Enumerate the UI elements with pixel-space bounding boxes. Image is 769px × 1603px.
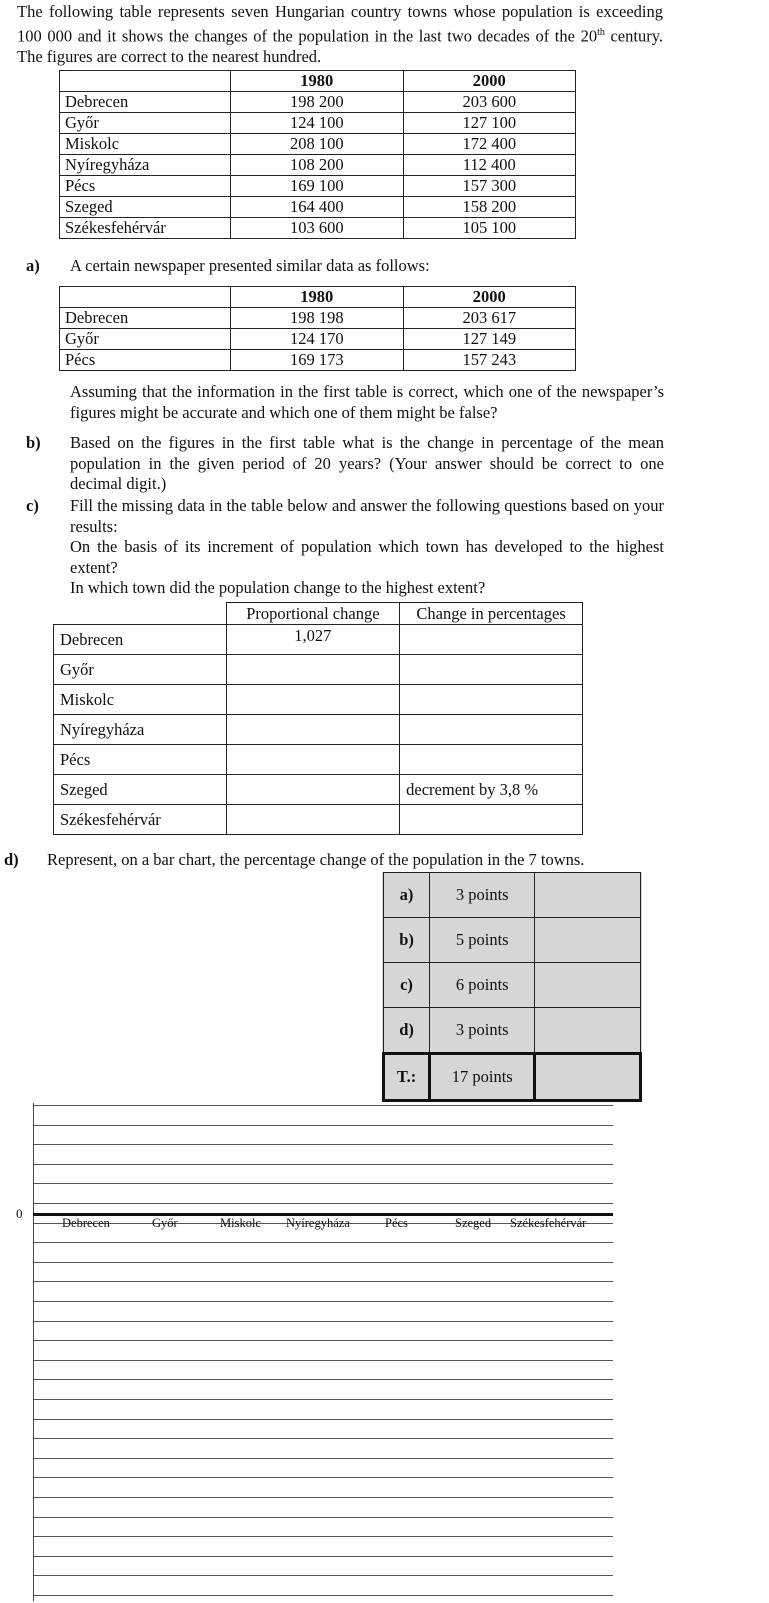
- percentage-cell[interactable]: [400, 745, 583, 775]
- table-row: [60, 350, 576, 371]
- town-cell: Győr: [54, 655, 227, 685]
- chart-y-axis: [33, 1103, 34, 1601]
- points-part: c): [384, 963, 430, 1008]
- grid-line: [33, 1419, 613, 1420]
- points-row: [384, 1008, 641, 1054]
- points-row: [384, 873, 641, 918]
- chart-zero-label: 0: [16, 1206, 23, 1221]
- x-tick-label: Miskolc: [220, 1216, 261, 1230]
- grid-line: [33, 1340, 613, 1341]
- value-cell: 169 100: [231, 176, 404, 197]
- town-cell: Győr: [60, 329, 231, 350]
- value-cell: 103 600: [231, 218, 404, 239]
- town-cell: Debrecen: [60, 92, 231, 113]
- grid-line: [33, 1321, 613, 1322]
- town-cell: Székesfehérvár: [54, 805, 227, 835]
- town-cell: Székesfehérvár: [60, 218, 231, 239]
- town-cell: Szeged: [54, 775, 227, 805]
- percentage-cell[interactable]: decrement by 3,8 %: [400, 775, 583, 805]
- x-tick-label: Szeged: [455, 1216, 492, 1230]
- points-score-box[interactable]: [535, 1008, 641, 1054]
- table-header-row: [54, 603, 583, 625]
- value-cell: 112 400: [403, 155, 576, 176]
- grid-line: [33, 1203, 613, 1204]
- town-cell: Miskolc: [60, 134, 231, 155]
- points-row: [384, 918, 641, 963]
- value-cell: 198 198: [231, 308, 404, 329]
- table-row: [60, 113, 576, 134]
- grid-line: [33, 1301, 613, 1302]
- town-cell: Szeged: [60, 197, 231, 218]
- grid-line: [33, 1458, 613, 1459]
- points-value: 5 points: [430, 918, 535, 963]
- part-c-text2: On the basis of its increment of population which town has developed to the highest extent?: [70, 537, 664, 577]
- town-cell: Debrecen: [54, 625, 227, 655]
- points-value: 3 points: [430, 1008, 535, 1054]
- part-c-text1: Fill the missing data in the table below and answer the following questions based on your results:: [70, 496, 664, 536]
- part-a-label: a): [26, 256, 40, 275]
- table-row: [60, 218, 576, 239]
- points-table: [382, 872, 642, 1102]
- points-value: 6 points: [430, 963, 535, 1008]
- table-header-2000: 2000: [403, 287, 576, 308]
- table-row: [60, 176, 576, 197]
- value-cell: 208 100: [231, 134, 404, 155]
- proportional-cell[interactable]: [226, 655, 400, 685]
- table-row: [60, 134, 576, 155]
- value-cell: 203 617: [403, 308, 576, 329]
- intro-superscript: th: [597, 26, 605, 38]
- points-part: d): [384, 1008, 430, 1054]
- town-cell: Debrecen: [60, 308, 231, 329]
- table-row: [60, 308, 576, 329]
- table-row: [60, 155, 576, 176]
- value-cell: 127 149: [403, 329, 576, 350]
- proportional-cell[interactable]: [226, 775, 400, 805]
- points-part: b): [384, 918, 430, 963]
- value-cell: 157 300: [403, 176, 576, 197]
- grid-line: [33, 1379, 613, 1380]
- part-d-label: d): [4, 850, 19, 869]
- table-header-blank: [60, 287, 231, 308]
- table-header-row: [60, 287, 576, 308]
- table-header-1980: 1980: [231, 71, 404, 92]
- grid-line: [33, 1242, 613, 1243]
- town-cell: Pécs: [60, 176, 231, 197]
- intro-text-end: century. The figures are correct to the nearest hundred.: [17, 26, 663, 66]
- grid-line: [33, 1144, 613, 1145]
- table-row: [60, 329, 576, 350]
- table-row: [54, 625, 583, 655]
- value-cell: 169 173: [231, 350, 404, 371]
- grid-line: [33, 1517, 613, 1518]
- grid-line: [33, 1125, 613, 1126]
- points-score-box[interactable]: [535, 873, 641, 918]
- value-cell: 203 600: [403, 92, 576, 113]
- value-cell: 198 200: [231, 92, 404, 113]
- points-score-box[interactable]: [535, 963, 641, 1008]
- part-a-text: A certain newspaper presented similar data as follows:: [70, 256, 430, 275]
- town-cell: Győr: [60, 113, 231, 134]
- x-tick-label: Debrecen: [62, 1216, 110, 1230]
- part-b-label: b): [26, 433, 41, 452]
- value-cell: 127 100: [403, 113, 576, 134]
- proportional-cell[interactable]: [226, 685, 400, 715]
- grid-line: [33, 1536, 613, 1537]
- town-cell: Nyíregyháza: [60, 155, 231, 176]
- town-cell: Pécs: [60, 350, 231, 371]
- town-cell: Miskolc: [54, 685, 227, 715]
- value-cell: 158 200: [403, 197, 576, 218]
- points-value: 17 points: [430, 1054, 535, 1101]
- points-score-box[interactable]: [535, 918, 641, 963]
- grid-line: [33, 1262, 613, 1263]
- town-cell: Pécs: [54, 745, 227, 775]
- population-table: [59, 70, 576, 239]
- grid-line: [33, 1360, 613, 1361]
- table-header-1980: 1980: [231, 287, 404, 308]
- grid-line: [33, 1477, 613, 1478]
- chart-x-axis: [33, 1213, 613, 1216]
- points-value: 3 points: [430, 873, 535, 918]
- grid-line: [33, 1281, 613, 1282]
- value-cell: 172 400: [403, 134, 576, 155]
- part-d-text: Represent, on a bar chart, the percentage change of the population in the 7 towns.: [47, 850, 585, 869]
- grid-line: [33, 1556, 613, 1557]
- points-part: a): [384, 873, 430, 918]
- table-header-blank: [60, 71, 231, 92]
- value-cell: 124 100: [231, 113, 404, 134]
- table-row: [54, 805, 583, 835]
- table-header-row: [60, 71, 576, 92]
- percentage-cell[interactable]: [400, 715, 583, 745]
- x-tick-label: Pécs: [385, 1216, 408, 1230]
- table-header-blank: [54, 603, 227, 625]
- value-cell: 164 400: [231, 197, 404, 218]
- part-c-text3: In which town did the population change to the highest extent?: [70, 578, 486, 597]
- table-row: [54, 685, 583, 715]
- value-cell: 124 170: [231, 329, 404, 350]
- table-row: [54, 655, 583, 685]
- table-header-2000: 2000: [403, 71, 576, 92]
- value-cell: 157 243: [403, 350, 576, 371]
- table-row: [60, 92, 576, 113]
- change-table: [53, 602, 583, 835]
- grid-line: [33, 1164, 613, 1165]
- part-c-label: c): [26, 496, 39, 515]
- x-tick-label: Győr: [152, 1216, 178, 1230]
- grid-line: [33, 1438, 613, 1439]
- value-cell: 105 100: [403, 218, 576, 239]
- newspaper-table: [59, 286, 576, 371]
- x-tick-label: Székesfehérvár: [510, 1216, 587, 1230]
- points-total-row: [384, 1054, 641, 1101]
- proportional-cell[interactable]: 1,027: [226, 625, 400, 655]
- part-a-question: Assuming that the information in the first table is correct, which one of the newspaper’s figures might be accurate and which one of them might be false?: [70, 382, 664, 422]
- proportional-cell[interactable]: [226, 745, 400, 775]
- table-header-percentages: Change in percentages: [400, 603, 583, 625]
- grid-line: [33, 1399, 613, 1400]
- grid-line: [33, 1575, 613, 1576]
- table-row: [54, 775, 583, 805]
- intro-text: The following table represents seven Hungarian country towns whose population is exceeding 100 000 and it shows the changes of the population in the last two decades of the 20: [17, 2, 663, 45]
- table-row: [60, 197, 576, 218]
- value-cell: 108 200: [231, 155, 404, 176]
- grid-line: [33, 1595, 613, 1596]
- percentage-cell[interactable]: [400, 685, 583, 715]
- proportional-cell[interactable]: [226, 805, 400, 835]
- table-header-proportional: Proportional change: [226, 603, 400, 625]
- table-row: [54, 715, 583, 745]
- points-part: T.:: [384, 1054, 430, 1101]
- intro-paragraph: [17, 2, 663, 67]
- x-tick-label: Nyíregyháza: [286, 1216, 350, 1230]
- part-b-text: Based on the figures in the first table what is the change in percentage of the mean population in the given period of 20 years? (Your answer should be correct to one decimal digit.): [70, 433, 664, 493]
- table-row: [54, 745, 583, 775]
- points-row: [384, 963, 641, 1008]
- points-score-box[interactable]: [535, 1054, 641, 1101]
- percentage-cell[interactable]: [400, 655, 583, 685]
- grid-line: [33, 1105, 613, 1106]
- town-cell: Nyíregyháza: [54, 715, 227, 745]
- percentage-cell[interactable]: [400, 805, 583, 835]
- percentage-cell[interactable]: [400, 625, 583, 655]
- grid-line: [33, 1497, 613, 1498]
- grid-line: [33, 1183, 613, 1184]
- proportional-cell[interactable]: [226, 715, 400, 745]
